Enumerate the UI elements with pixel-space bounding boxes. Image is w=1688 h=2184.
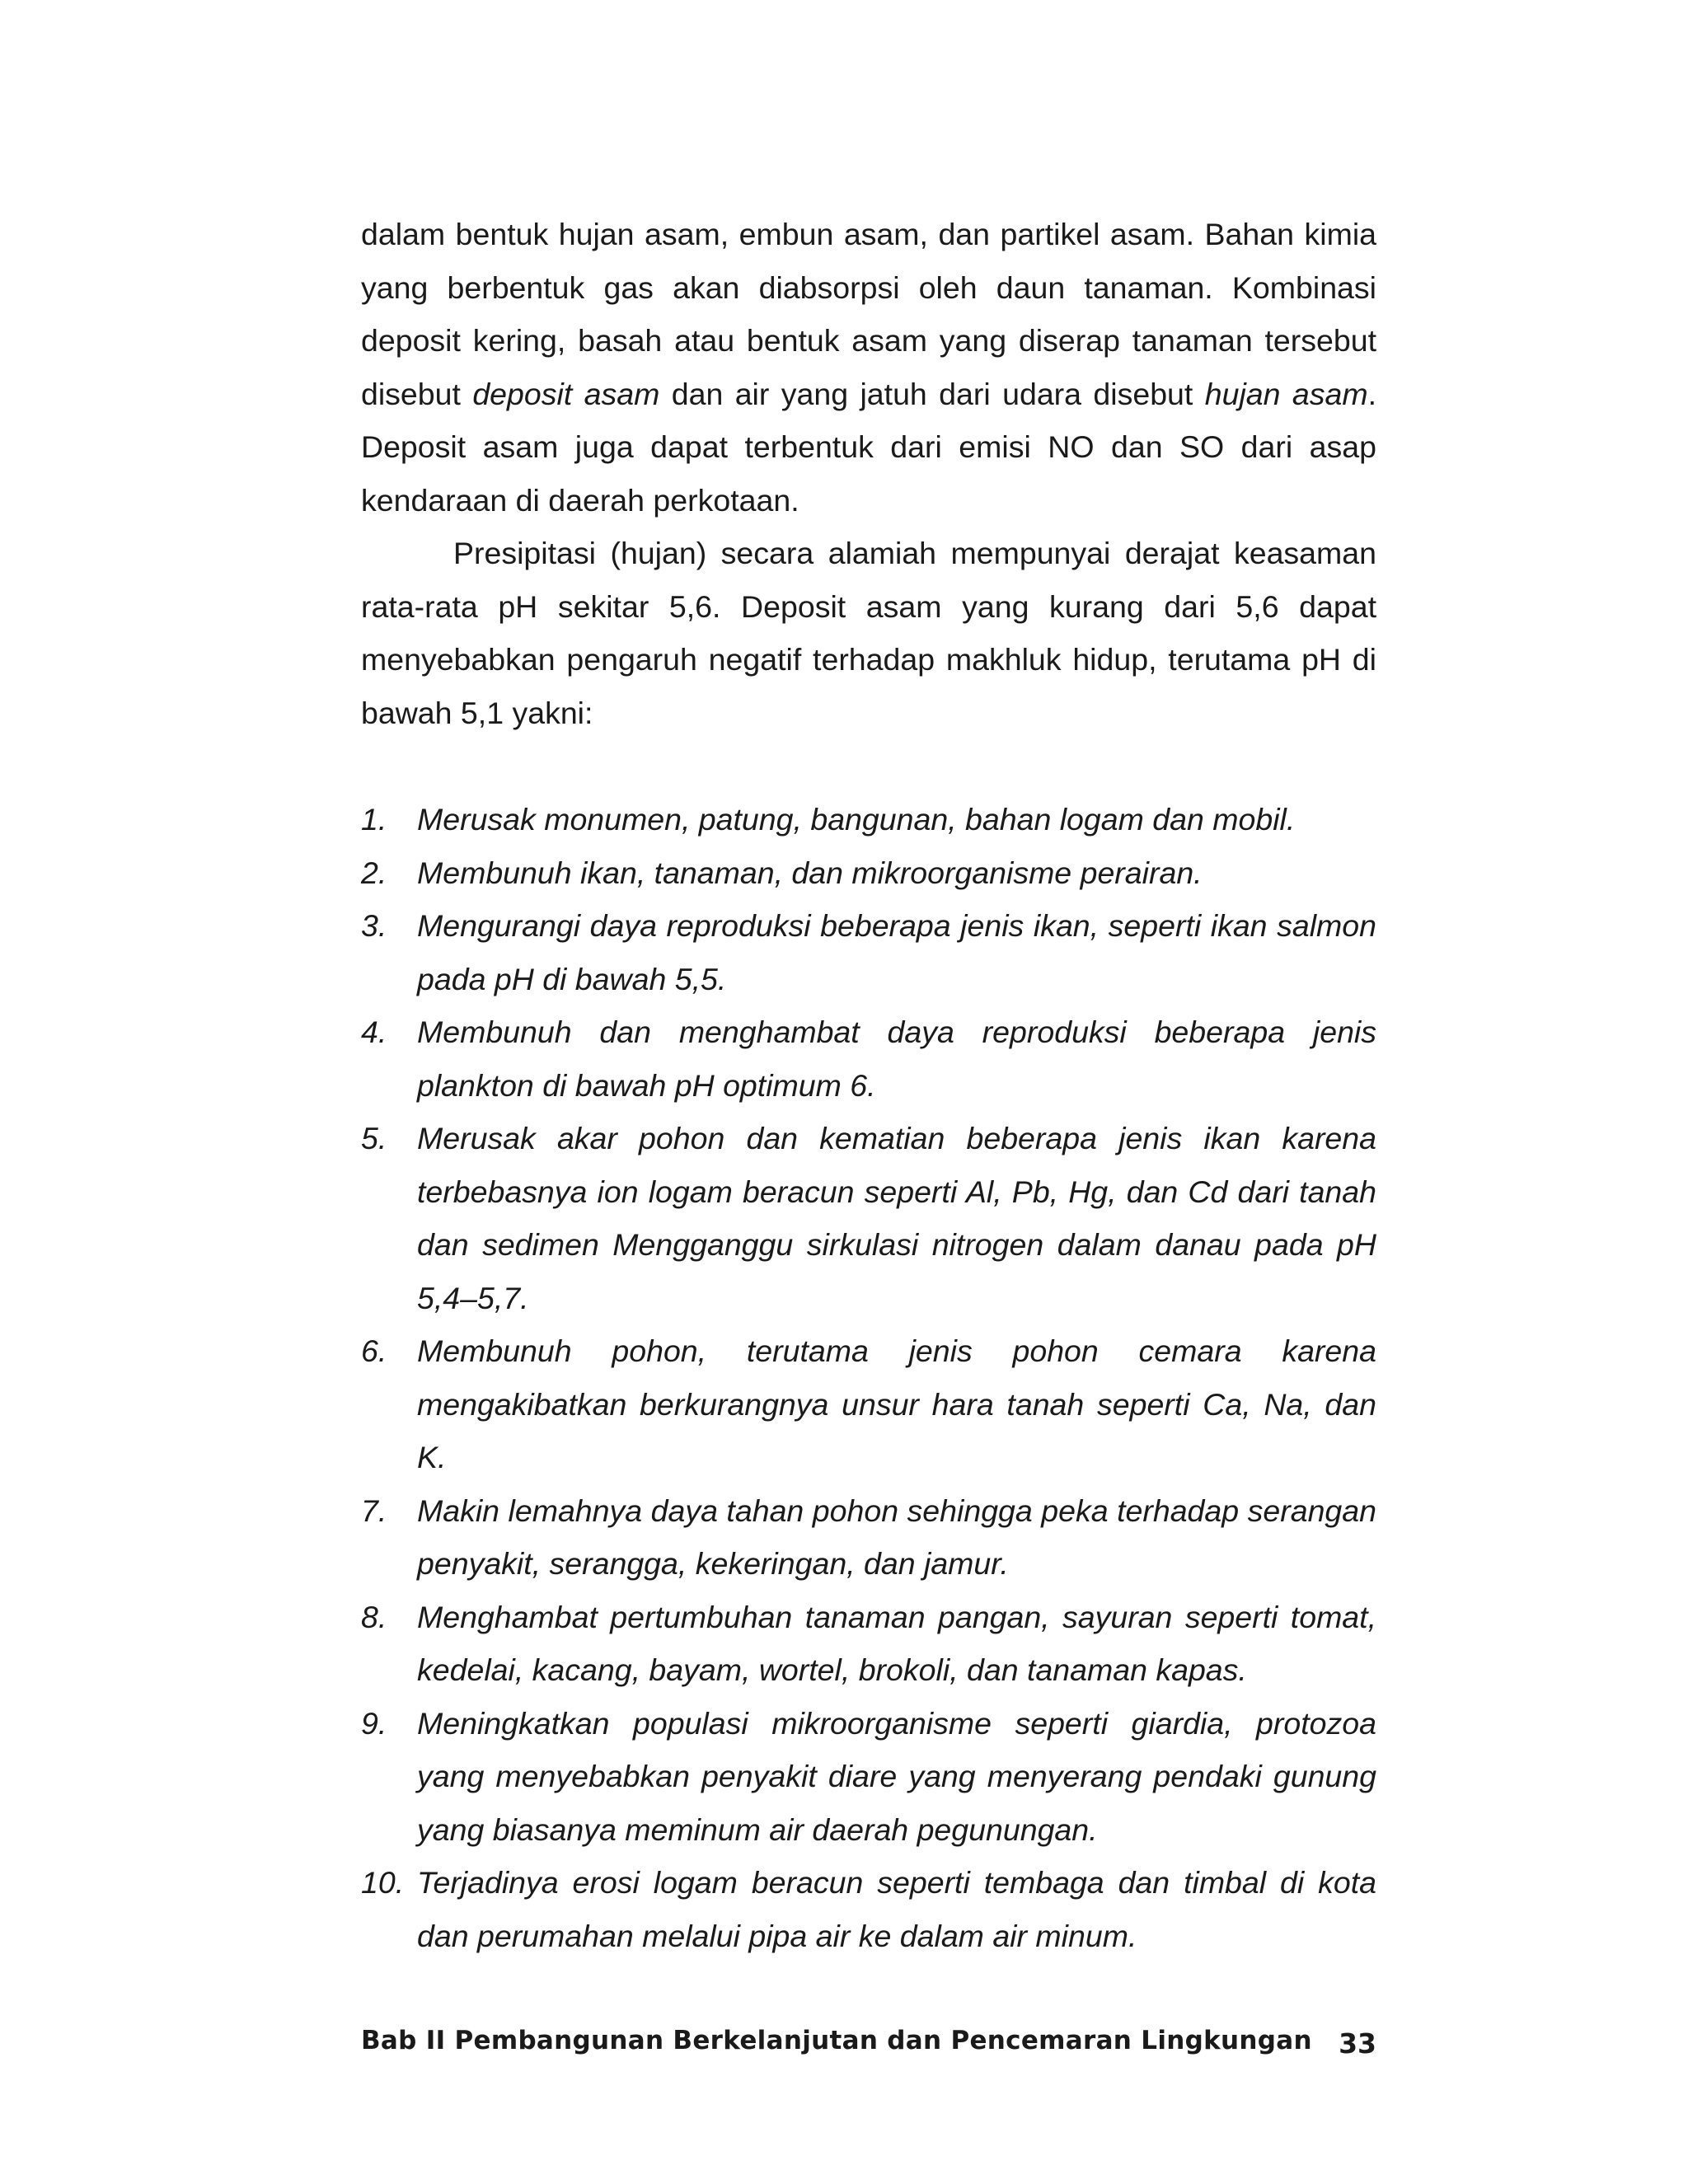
list-item-text: Mengurangi daya reproduksi beberapa jenis ikan, seperti ikan salmon pada pH di bawah 5,5. <box>417 908 1376 996</box>
list-item-number: 2. <box>361 855 387 890</box>
list-item <box>361 1591 1376 1697</box>
list-item <box>361 1697 1376 1857</box>
term-deposit-asam: deposit asam <box>472 376 660 411</box>
list-item-text: Merusak akar pohon dan kematian beberapa jenis ikan karena terbebasnya ion logam beracun seperti Al, Pb, Hg, dan Cd dari tanah dan sedimen Mengganggu sirkulasi nitrogen dalam danau pada pH 5,4–5,7. <box>417 1121 1376 1315</box>
list-item-number: 8. <box>361 1599 387 1634</box>
paragraph-1-text-b: dan air yang jatuh dari udara disebut <box>659 376 1205 411</box>
list-item <box>361 899 1376 1005</box>
list-item-number: 5. <box>361 1121 387 1155</box>
paragraph-1-text-a: dalam bentuk hujan asam, embun asam, dan partikel asam. Bahan kimia yang berbentuk gas akan diabsorpsi oleh daun tanaman. Kombinasi deposit kering, basah atau bentuk asam yang diserap tanaman tersebut disebut <box>361 217 1376 411</box>
paragraph-1 <box>361 208 1376 527</box>
paragraph-1-text-c: . Deposit asam juga dapat terbentuk dari emisi NO dan SO dari asap kendaraan di daerah perkotaan. <box>361 376 1377 518</box>
list-item-number: 7. <box>361 1493 387 1528</box>
list-item-number: 6. <box>361 1333 387 1368</box>
effects-list <box>361 793 1376 1962</box>
list-item <box>361 1484 1376 1591</box>
list-item <box>361 1856 1376 1962</box>
list-item-number: 1. <box>361 802 387 837</box>
list-item <box>361 846 1376 900</box>
list-item-text: Membunuh pohon, terutama jenis pohon cemara karena mengakibatkan berkurangnya unsur hara tanah seperti Ca, Na, dan K. <box>417 1333 1376 1474</box>
paragraph-2: Presipitasi (hujan) secara alamiah mempunyai derajat keasaman rata-rata pH sekitar 5,6. Deposit asam yang kurang dari 5,6 dapat menyebabkan pengaruh negatif terhadap makhluk hidup, terutama pH di bawah 5,1 yakni: <box>361 536 1376 730</box>
list-item-text: Meningkatkan populasi mikroorganisme seperti giardia, protozoa yang menyebabkan penyakit diare yang menyerang pendaki gunung yang biasanya meminum air daerah pegunungan. <box>417 1705 1376 1847</box>
page-footer <box>361 2026 1376 2067</box>
list-item-number: 10. <box>361 1865 405 1900</box>
list-item <box>361 1112 1376 1324</box>
list-item-number: 9. <box>361 1705 387 1741</box>
list-item-text: Terjadinya erosi logam beracun seperti tembaga dan timbal di kota dan perumahan melalui pipa air ke dalam air minum. <box>417 1865 1376 1953</box>
body-text <box>361 208 1376 739</box>
list-item <box>361 1324 1376 1484</box>
page-number: 33 <box>1339 2027 1376 2060</box>
list-item-text: Menghambat pertumbuhan tanaman pangan, sayuran seperti tomat, kedelai, kacang, bayam, wortel, brokoli, dan tanaman kapas. <box>417 1599 1376 1687</box>
term-hujan-asam: hujan asam <box>1204 376 1368 411</box>
list-item-text: Membunuh dan menghambat daya reproduksi beberapa jenis plankton di bawah pH optimum 6. <box>417 1015 1376 1103</box>
list-item <box>361 793 1376 846</box>
list-item-text: Membunuh ikan, tanaman, dan mikroorganisme perairan. <box>417 855 1203 890</box>
list-item-text: Merusak monumen, patung, bangunan, bahan logam dan mobil. <box>417 802 1296 837</box>
chapter-title: Bab II Pembangunan Berkelanjutan dan Pencemaran Lingkungan <box>361 2026 1312 2055</box>
list-item-number: 3. <box>361 908 387 943</box>
list-item-text: Makin lemahnya daya tahan pohon sehingga peka terhadap serangan penyakit, serangga, kekeringan, dan jamur. <box>417 1493 1376 1581</box>
list-item <box>361 1005 1376 1112</box>
list-item-number: 4. <box>361 1015 387 1049</box>
